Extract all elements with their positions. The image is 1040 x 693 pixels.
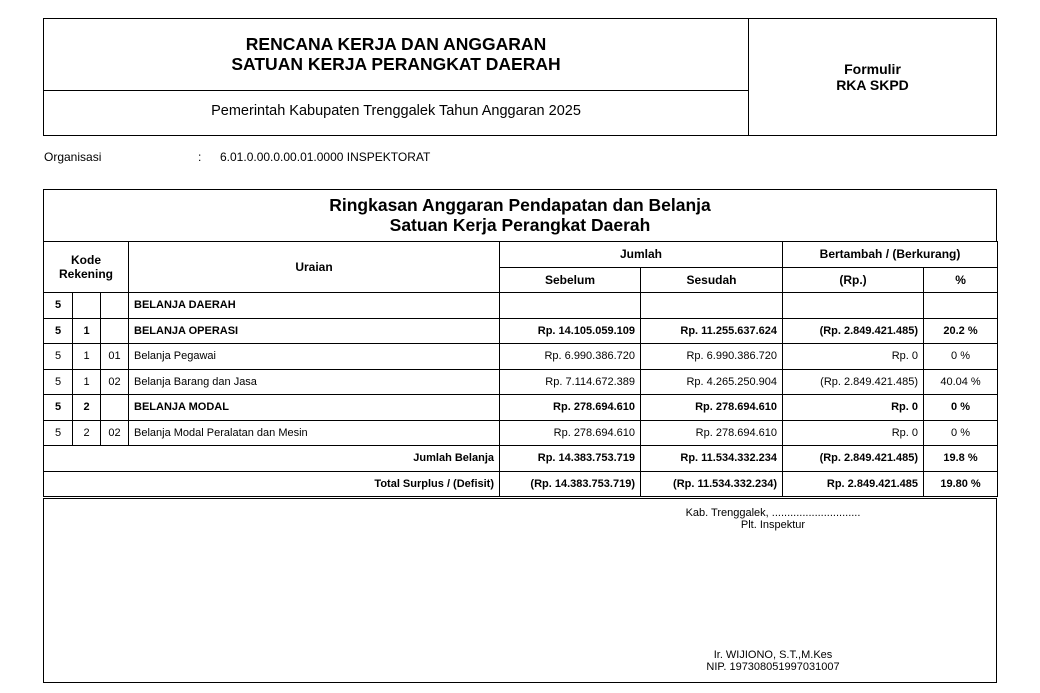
total-pct: 19.80 % (924, 471, 998, 497)
kode-1-cell: 5 (44, 395, 73, 421)
kode-3-cell: 01 (101, 344, 129, 370)
sesudah-cell: Rp. 278.694.610 (641, 420, 783, 446)
signature-role: Plt. Inspektur (740, 519, 806, 531)
rp-cell: Rp. 0 (783, 344, 924, 370)
rp-header: (Rp.) (783, 267, 924, 293)
total-label: Jumlah Belanja (44, 446, 500, 472)
signature-place: Kab. Trenggalek, ............................. (685, 507, 861, 519)
rp-cell (783, 293, 924, 319)
organisasi-label: Organisasi (44, 150, 102, 164)
kode-3-cell (101, 293, 129, 319)
sesudah-header: Sesudah (641, 267, 783, 293)
total-sebelum: (Rp. 14.383.753.719) (500, 471, 641, 497)
total-pct: 19.8 % (924, 446, 998, 472)
table-row (44, 344, 998, 370)
uraian-cell: BELANJA DAERAH (129, 293, 500, 319)
kode-2-cell: 1 (73, 318, 101, 344)
total-rp: Rp. 2.849.421.485 (783, 471, 924, 497)
header-subtitle: Pemerintah Kabupaten Trenggalek Tahun Anggaran 2025 (211, 103, 581, 119)
kode-2-cell: 1 (73, 369, 101, 395)
kode-header-line2: Rekening (58, 267, 113, 281)
budget-table (43, 241, 998, 497)
pct-cell: 0 % (924, 395, 998, 421)
signature-name-block (628, 649, 918, 673)
sesudah-cell: Rp. 278.694.610 (641, 395, 783, 421)
header-title-line2: SATUAN KERJA PERANGKAT DAERAH (231, 54, 561, 74)
sesudah-cell (641, 293, 783, 319)
pct-header: % (924, 267, 998, 293)
summary-title-line1: Ringkasan Anggaran Pendapatan dan Belanja (329, 195, 711, 215)
uraian-cell: Belanja Pegawai (129, 344, 500, 370)
kode-3-cell: 02 (101, 420, 129, 446)
total-sesudah: Rp. 11.534.332.234 (641, 446, 783, 472)
total-row-jumlah-belanja (44, 446, 998, 472)
sesudah-cell: Rp. 11.255.637.624 (641, 318, 783, 344)
total-rp: (Rp. 2.849.421.485) (783, 446, 924, 472)
uraian-cell: BELANJA MODAL (129, 395, 500, 421)
table-row (44, 369, 998, 395)
kode-3-cell (101, 395, 129, 421)
kode-2-cell: 2 (73, 420, 101, 446)
form-label (748, 61, 997, 93)
form-label-line1: Formulir (844, 61, 901, 77)
total-sesudah: (Rp. 11.534.332.234) (641, 471, 783, 497)
bertambah-header: Bertambah / (Berkurang) (783, 242, 998, 268)
pct-cell: 40.04 % (924, 369, 998, 395)
summary-title (43, 195, 997, 235)
sebelum-cell: Rp. 7.114.672.389 (500, 369, 641, 395)
header-title (43, 34, 749, 74)
kode-2-cell: 1 (73, 344, 101, 370)
table-row (44, 395, 998, 421)
kode-1-cell: 5 (44, 318, 73, 344)
rp-cell: Rp. 0 (783, 420, 924, 446)
pct-cell: 20.2 % (924, 318, 998, 344)
sebelum-cell: Rp. 6.990.386.720 (500, 344, 641, 370)
table-row (44, 293, 998, 319)
total-sebelum: Rp. 14.383.753.719 (500, 446, 641, 472)
kode-3-cell: 02 (101, 369, 129, 395)
kode-1-cell: 5 (44, 369, 73, 395)
summary-title-line2: Satuan Kerja Perangkat Daerah (389, 215, 651, 235)
sebelum-cell: Rp. 278.694.610 (500, 420, 641, 446)
jumlah-header: Jumlah (500, 242, 783, 268)
pct-cell (924, 293, 998, 319)
kode-header-line1: Kode (71, 253, 101, 267)
rp-cell: (Rp. 2.849.421.485) (783, 318, 924, 344)
signature-nip: NIP. 197308051997031007 (706, 661, 840, 673)
form-label-line2: RKA SKPD (836, 77, 909, 93)
organisasi-colon: : (198, 150, 202, 164)
organisasi-value: 6.01.0.00.0.00.01.0000 INSPEKTORAT (220, 150, 431, 164)
uraian-header: Uraian (129, 242, 500, 293)
pct-cell: 0 % (924, 344, 998, 370)
sebelum-cell: Rp. 14.105.059.109 (500, 318, 641, 344)
kode-1-cell: 5 (44, 344, 73, 370)
kode-3-cell (101, 318, 129, 344)
uraian-cell: Belanja Modal Peralatan dan Mesin (129, 420, 500, 446)
rp-cell: Rp. 0 (783, 395, 924, 421)
kode-2-cell (73, 293, 101, 319)
total-row-surplus-defisit (44, 471, 998, 497)
sesudah-cell: Rp. 4.265.250.904 (641, 369, 783, 395)
sebelum-cell (500, 293, 641, 319)
header-title-line1: RENCANA KERJA DAN ANGGARAN (245, 34, 547, 54)
pct-cell: 0 % (924, 420, 998, 446)
signature-block (628, 507, 918, 531)
uraian-cell: BELANJA OPERASI (129, 318, 500, 344)
sesudah-cell: Rp. 6.990.386.720 (641, 344, 783, 370)
uraian-cell: Belanja Barang dan Jasa (129, 369, 500, 395)
signature-name: Ir. WIJIONO, S.T.,M.Kes (713, 649, 833, 661)
kode-1-cell: 5 (44, 293, 73, 319)
table-row (44, 420, 998, 446)
table-row (44, 318, 998, 344)
kode-rekening-header (44, 242, 129, 293)
kode-1-cell: 5 (44, 420, 73, 446)
sebelum-cell: Rp. 278.694.610 (500, 395, 641, 421)
sebelum-header: Sebelum (500, 267, 641, 293)
rp-cell: (Rp. 2.849.421.485) (783, 369, 924, 395)
kode-2-cell: 2 (73, 395, 101, 421)
total-label: Total Surplus / (Defisit) (44, 471, 500, 497)
